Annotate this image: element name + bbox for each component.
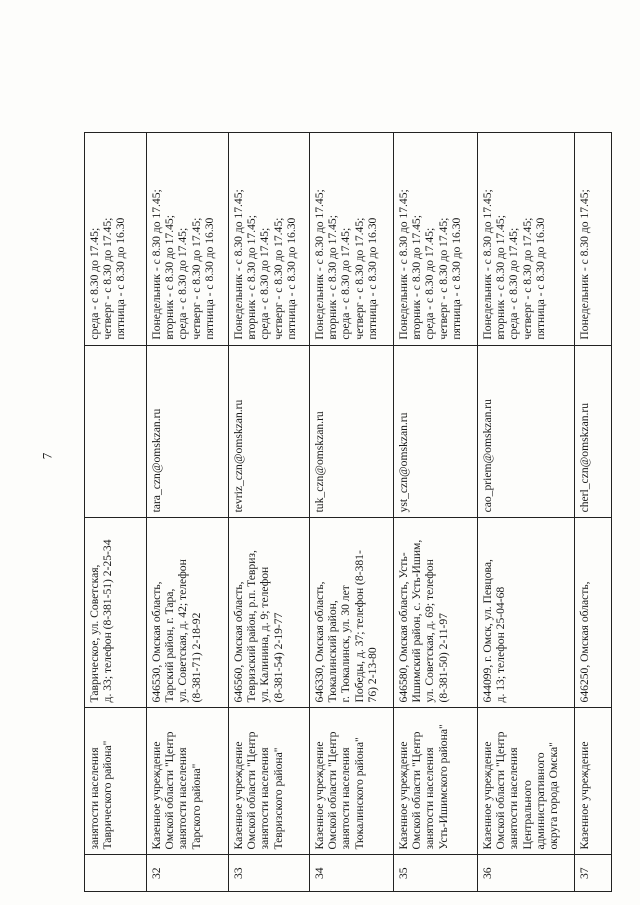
table-body (85, 133, 612, 892)
address-cell-line: ул. Советская, д. 42; телефон (176, 559, 190, 703)
organization-name-cell-line: Омской области "Центр (410, 731, 424, 850)
working-hours-cell-line: четверг - с 8.30 до 17.45; (520, 217, 534, 340)
organization-name-cell-line: Омской области "Центр (326, 731, 340, 850)
table-row (147, 133, 229, 892)
address-cell-line: Таврическое, ул. Советская, (88, 564, 101, 703)
organization-name-cell-line: занятости населения (258, 747, 272, 850)
address-cell-line: Ишимский район, с. Усть-Ишим, (410, 539, 424, 703)
address-cell (575, 518, 612, 708)
organization-name-cell-line: Центрального (520, 780, 534, 850)
address-cell-line: 646250, Омская область, (578, 581, 591, 703)
working-hours-cell-line: четверг - с 8.30 до 17.45; (352, 217, 366, 340)
working-hours-cell-line: вторник - с 8.30 до 17.45; (326, 215, 340, 340)
working-hours-cell-line: вторник - с 8.30 до 17.45; (163, 215, 177, 340)
row-number-cell: 32 (147, 855, 229, 892)
organization-name-cell (147, 708, 229, 855)
working-hours-cell (229, 133, 310, 346)
organization-name-cell-line: округа города Омска" (547, 742, 561, 850)
working-hours-cell-line: Понедельник - с 8.30 до 17.45; (150, 189, 163, 340)
address-cell-line: Тарский район, г. Тара, (163, 588, 177, 703)
organization-name-cell-line: занятости населения (507, 747, 521, 850)
address-cell-line: (8-381-50) 2-11-97 (436, 613, 450, 703)
row-number-cell: 37 (575, 855, 612, 892)
organization-name-cell-line: Казенное учреждение (313, 741, 326, 850)
working-hours-cell-line: пятница - с 8.30 до 16.30 (202, 217, 216, 340)
working-hours-cell-line: среда - с 8.30 до 17.45; (339, 227, 353, 340)
address-cell (147, 518, 229, 708)
address-cell-line: (8-381-71) 2-18-92 (189, 612, 203, 703)
working-hours-cell (310, 133, 394, 346)
row-number-cell: 34 (310, 855, 394, 892)
organization-name-cell-line: Тевризского района" (271, 747, 285, 850)
email-cell: cao_priem@omskzan.ru (478, 345, 575, 518)
address-cell (310, 518, 394, 708)
working-hours-cell-line: Понедельник - с 8.30 до 17.45; (397, 189, 410, 340)
address-cell-line: д. 33; телефон (8-381-51) 2-25-34 (101, 539, 115, 703)
organization-name-cell-line: Усть-Ишимского района" (436, 724, 450, 850)
address-cell-line: 646560, Омская область, (232, 581, 245, 703)
address-cell (229, 518, 310, 708)
row-number-cell: 33 (229, 855, 310, 892)
employment-centers-table (84, 132, 612, 892)
organization-name-cell-line: Омской области "Центр (163, 731, 177, 850)
email-cell: cherl_czn@omskzan.ru (575, 345, 612, 518)
working-hours-cell-line: Понедельник - с 8.30 до 17.45; (313, 189, 326, 340)
address-cell-line: ул. Калинина, д. 9; телефон (258, 566, 272, 703)
organization-name-cell-line: Казенное учреждение (578, 741, 591, 850)
working-hours-cell-line: пятница - с 8.30 до 16.30 (449, 217, 463, 340)
organization-name-cell (478, 708, 575, 855)
address-cell-line: (8-381-54) 2-19-77 (271, 612, 285, 703)
working-hours-cell-line: четверг - с 8.30 до 17.45; (271, 217, 285, 340)
address-cell-line: Тевризский район, р.п. Тевриз, (245, 550, 259, 703)
email-cell: yst_czn@omskzan.ru (394, 345, 478, 518)
organization-name-cell-line: Омской области "Центр (494, 731, 508, 850)
organization-name-cell-line: Таврического района" (101, 740, 115, 850)
organization-name-cell (394, 708, 478, 855)
address-cell-line: 646330, Омская область, (313, 581, 326, 703)
organization-name-cell-line: Казенное учреждение (232, 741, 245, 850)
organization-name-cell-line: административного (533, 752, 547, 850)
working-hours-cell (575, 133, 612, 346)
working-hours-cell (478, 133, 575, 346)
working-hours-cell-line: четверг - с 8.30 до 17.45; (189, 217, 203, 340)
organization-name-cell-line: занятости населения (176, 747, 190, 850)
email-cell (85, 345, 147, 518)
organization-name-cell-line: Казенное учреждение (481, 741, 494, 850)
organization-name-cell-line: занятости населения (423, 747, 437, 850)
working-hours-cell-line: четверг - с 8.30 до 17.45; (436, 217, 450, 340)
address-cell-line: 646530, Омская область, (150, 581, 163, 703)
working-hours-cell-line: пятница - с 8.30 до 16.30 (533, 217, 547, 340)
working-hours-cell-line: вторник - с 8.30 до 17.45; (245, 215, 259, 340)
row-number-cell (85, 855, 147, 892)
working-hours-cell (147, 133, 229, 346)
working-hours-cell-line: вторник - с 8.30 до 17.45; (494, 215, 508, 340)
working-hours-cell-line: среда - с 8.30 до 17.45; (507, 227, 521, 340)
table-row (478, 133, 575, 892)
address-cell-line: 644099, г. Омск, ул. Певцова, (481, 559, 494, 703)
row-number-cell: 35 (394, 855, 478, 892)
email-cell: tevriz_czn@omskzan.ru (229, 345, 310, 518)
working-hours-cell-line: вторник - с 8.30 до 17.45; (410, 215, 424, 340)
address-cell (85, 518, 147, 708)
working-hours-cell (394, 133, 478, 346)
email-cell: tara_czn@omskzan.ru (147, 345, 229, 518)
organization-name-cell-line: Тюкалинского района" (352, 737, 366, 850)
organization-name-cell (310, 708, 394, 855)
organization-name-cell (229, 708, 310, 855)
table-row (85, 133, 147, 892)
working-hours-cell-line: Понедельник - с 8.30 до 17.45; (232, 189, 245, 340)
working-hours-cell-line: среда - с 8.30 до 17.45; (176, 227, 190, 340)
rotated-page-content (84, 132, 604, 892)
row-number-cell: 36 (478, 855, 575, 892)
working-hours-cell-line: Понедельник - с 8.30 до 17.45; (578, 189, 591, 340)
table-row (575, 133, 612, 892)
working-hours-cell-line: среда - с 8.30 до 17.45; (258, 227, 272, 340)
page-number: 7 (39, 452, 55, 460)
address-cell-line: 76) 2-13-80 (365, 647, 379, 703)
working-hours-cell-line: среда - с 8.30 до 17.45; (423, 227, 437, 340)
organization-name-cell-line: Казенное учреждение (150, 741, 163, 850)
table-row (310, 133, 394, 892)
working-hours-cell-line: пятница - с 8.30 до 16.30 (114, 217, 128, 340)
address-cell (394, 518, 478, 708)
address-cell-line: 646580, Омская область, Усть- (397, 552, 410, 703)
organization-name-cell-line: Казенное учреждение (397, 741, 410, 850)
table-row (394, 133, 478, 892)
address-cell (478, 518, 575, 708)
organization-name-cell-line: Тарского района" (189, 763, 203, 850)
organization-name-cell (575, 708, 612, 855)
table-row (229, 133, 310, 892)
working-hours-cell-line: среда - с 8.30 до 17.45; (88, 227, 101, 340)
address-cell-line: ул. Советская, д. 69; телефон (423, 559, 437, 703)
working-hours-cell-line: четверг - с 8.30 до 17.45; (101, 217, 115, 340)
organization-name-cell (85, 708, 147, 855)
address-cell-line: д. 13; телефон 25-04-68 (494, 586, 508, 703)
working-hours-cell-line: пятница - с 8.30 до 16.30 (365, 217, 379, 340)
address-cell-line: г. Тюкалинск, ул. 30 лет (339, 585, 353, 703)
email-cell: tuk_czn@omskzan.ru (310, 345, 394, 518)
address-cell-line: Победы, д. 37; телефон (8-381- (352, 550, 366, 703)
organization-name-cell-line: Омской области "Центр (245, 731, 259, 850)
address-cell-line: Тюкалинский район, (326, 600, 340, 703)
working-hours-cell-line: пятница - с 8.30 до 16.30 (284, 217, 298, 340)
working-hours-cell (85, 133, 147, 346)
working-hours-cell-line: Понедельник - с 8.30 до 17.45; (481, 189, 494, 340)
organization-name-cell-line: занятости населения (339, 747, 353, 850)
organization-name-cell-line: занятости населения (88, 747, 101, 850)
